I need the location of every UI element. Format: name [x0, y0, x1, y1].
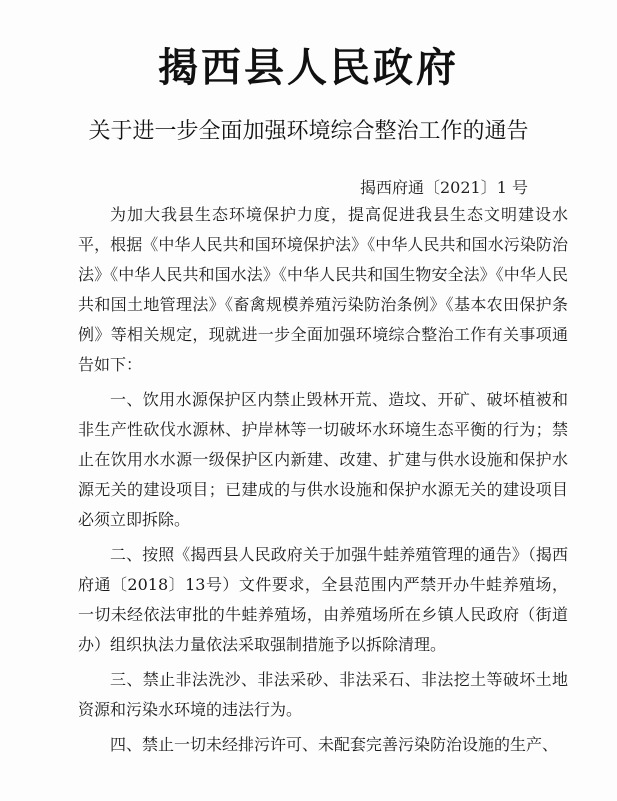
paragraph-intro: 为加大我县生态环境保护力度，提高促进我县生态文明建设水平，根据《中华人民共和国环境保护法》《中华人民共和国水污染防治法》《中华人民共和国水法》《中华人民共和国生物安全法》《中华人民共和国土地管理法》《畜禽规模养殖污染防治条例》《基本农田保护条例》等相关规定，现就进一步全面加强环境综合整治工作有关事项通告如下： — [78, 205, 568, 374]
notice-body — [78, 200, 568, 765]
paragraph-item-1: 一、饮用水源保护区内禁止毁林开荒、造坟、开矿、破坏植被和非生产性砍伐水源林、护岸林等一切破坏水环境生态平衡的行为；禁止在饮用水水源一级保护区内新建、改建、扩建与供水设施和保护水源无关的建设项目；已建成的与供水设施和保护水源无关的建设项目必须立即拆除。 — [78, 390, 568, 529]
government-title: 揭西县人民政府 — [158, 45, 459, 91]
paragraph-item-4: 四、禁止一切未经排污许可、未配套完善污染防治设施的生产、 — [110, 735, 559, 754]
paragraph-item-3: 三、禁止非法洗沙、非法采砂、非法采石、非法挖土等破坏土地资源和污染水环境的违法行为。 — [78, 670, 568, 719]
paragraph-item-2: 二、按照《揭西县人民政府关于加强牛蛙养殖管理的通告》（揭西府通〔2018〕13号）文件要求，全县范围内严禁开办牛蛙养殖场，一切未经依法审批的牛蛙养殖场，由养殖场所在乡镇人民政府（街道办）组织执法力量依法采取强制措施予以拆除清理。 — [78, 545, 568, 654]
document-number: 揭西府通〔2021〕1 号 — [360, 178, 528, 197]
notice-title: 关于进一步全面加强环境综合整治工作的通告 — [88, 119, 529, 144]
